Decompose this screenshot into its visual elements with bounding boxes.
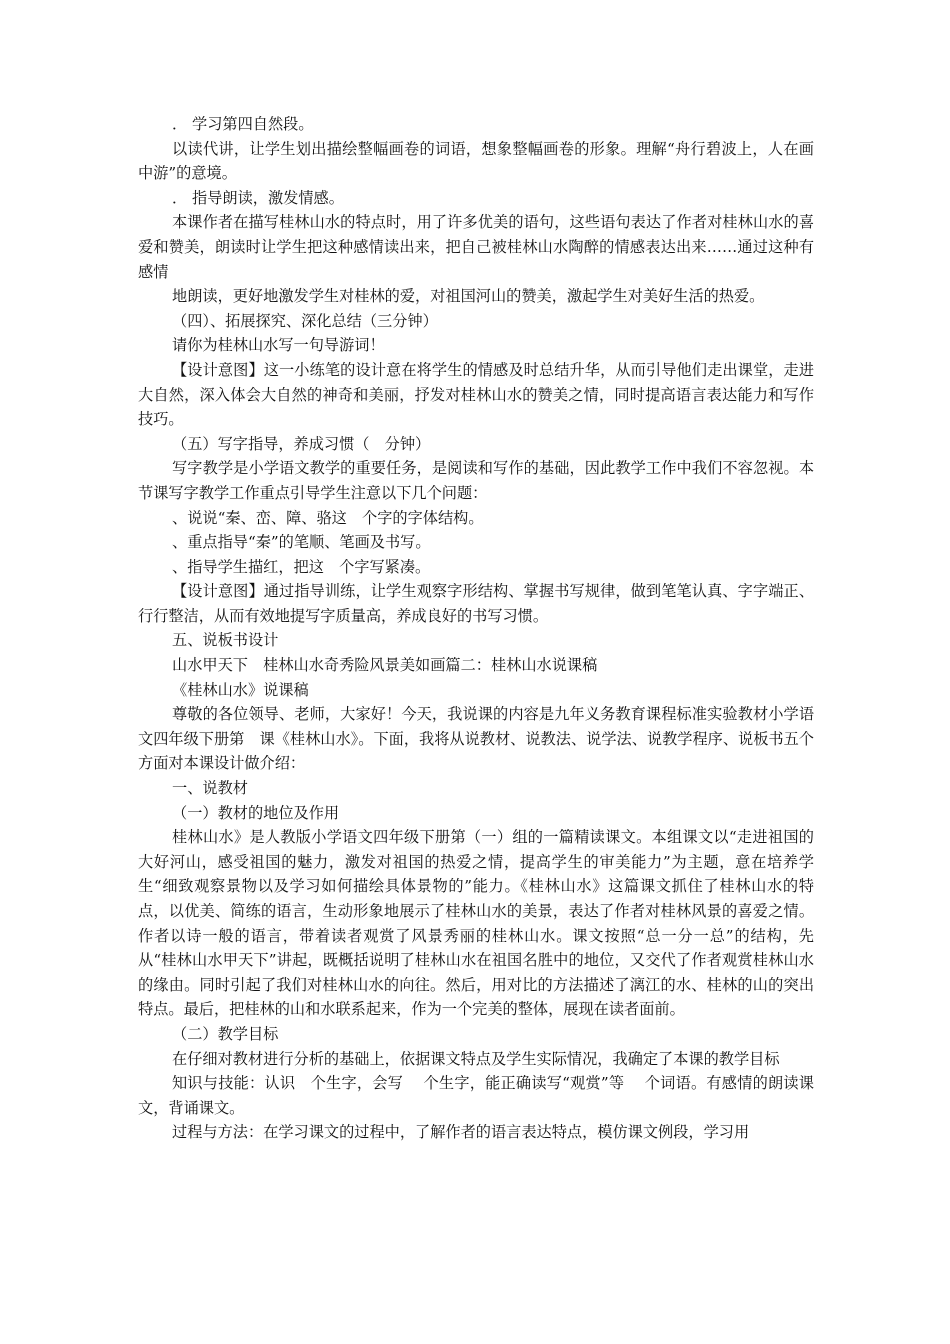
paragraph: 山水甲天下 桂林山水奇秀险风景美如画篇二：桂林山水说课稿 [172,656,598,675]
paragraph: 尊敬的各位领导、老师，大家好！今天，我说课的内容是九年义务教育课程标准实验教材小学语文四年级下册第 课《桂林山水》。下面，我将从说教材、说教法、说学法、说教学程序、说板书五个方面对本课设计做介绍： [138,705,814,773]
list-item: 、指导学生描红，把这 个字写紧凑。 [172,557,431,576]
section-heading: 一、说教材 [172,779,248,798]
design-intent: 【设计意图】通过指导训练，让学生观察字形结构、掌握书写规律，做到笔笔认真、字字端正、行行整洁，从而有效地提写字质量高，养成良好的书写习惯。 [138,582,814,625]
list-item: 、重点指导“秦”的笔顺、笔画及书写。 [172,533,431,552]
section-heading: （一）教材的地位及作用 [172,803,340,822]
section-heading: 五、说板书设计 [172,631,279,650]
paragraph: 桂林山水》是人教版小学语文四年级下册第（一）组的一篇精读课文。本组课文以“走进祖国的大好河山，感受祖国的魅力，激发对祖国的热爱之情，提高学生的审美能力”为主题，意在培养学生“细致观察景物以及学习如何描绘具体景物的”能力。《桂林山水》这篇课文抓住了桂林山水的特点，以优美、简练的语言，生动形象地展示了桂林山水的美景，表达了作者对桂林风景的喜爱之情。作者以诗一般的语言，带着读者观赏了风景秀丽的桂林山水。课文按照“总一分一总”的结构，先从“桂林山水甲天下”讲起，既概括说明了桂林山水在祖国名胜中的地位，又交代了作者观赏桂林山水的缘由。同时引起了我们对桂林山水的向往。然后，用对比的方法描述了漓江的水、桂林的山的突出特点。最后，把桂林的山和水联系起来，作为一个完美的整体，展现在读者面前。 [138,828,814,1019]
list-item: 、说说“秦、峦、障、骆这 个字的字体结构。 [172,508,484,527]
paragraph: 以读代讲，让学生划出描绘整幅画卷的词语，想象整幅画卷的形象。理解“舟行碧波上，人在画中游”的意境。 [138,139,814,183]
section-heading: （四）、拓展探究、深化总结（三分钟） [172,311,438,330]
design-intent: 【设计意图】这一小练笔的设计意在将学生的情感及时总结升华，从而引导他们走出课堂，走进大自然，深入体会大自然的神奇和美丽，抒发对桂林山水的赞美之情，同时提高语言表达能力和写作技巧。 [138,360,814,429]
document-title: 《桂林山水》说课稿 [172,680,309,699]
paragraph: 写字教学是小学语文教学的重要任务，是阅读和写作的基础，因此教学工作中我们不容忽视。本节课写字教学工作重点引导学生注意以下几个问题： [138,459,814,502]
paragraph: 在仔细对教材进行分析的基础上，依据课文特点及学生实际情况，我确定了本课的教学目标 [172,1049,780,1068]
paragraph: 知识与技能：认识 个生字，会写 个生字，能正确读写“观赏”等 个词语。有感情的朗读课文，背诵课文。 [138,1074,814,1117]
paragraph: 请你为桂林山水写一句导游词！ [172,336,385,355]
paragraph: ． 学习第四自然段。 [172,115,314,133]
document-body [138,112,814,1145]
paragraph: ． 指导朗读，激发情感。 [172,188,344,207]
paragraph: 地朗读，更好地激发学生对桂林的爱，对祖国河山的赞美，激起学生对美好生活的热爱。 [172,287,765,306]
paragraph: 本课作者在描写桂林山水的特点时，用了许多优美的语句，这些语句表达了作者对桂林山水的喜爱和赞美，朗读时让学生把这种感情读出来，把自己被桂林山水陶醉的情感表达出来……通过这种有感情 [138,213,814,281]
paragraph: 过程与方法：在学习课文的过程中，了解作者的语言表达特点，模仿课文例段，学习用 [172,1123,750,1142]
section-heading: （五）写字指导，养成习惯（ 分钟） [172,434,431,453]
section-heading: （二）教学目标 [172,1024,279,1043]
